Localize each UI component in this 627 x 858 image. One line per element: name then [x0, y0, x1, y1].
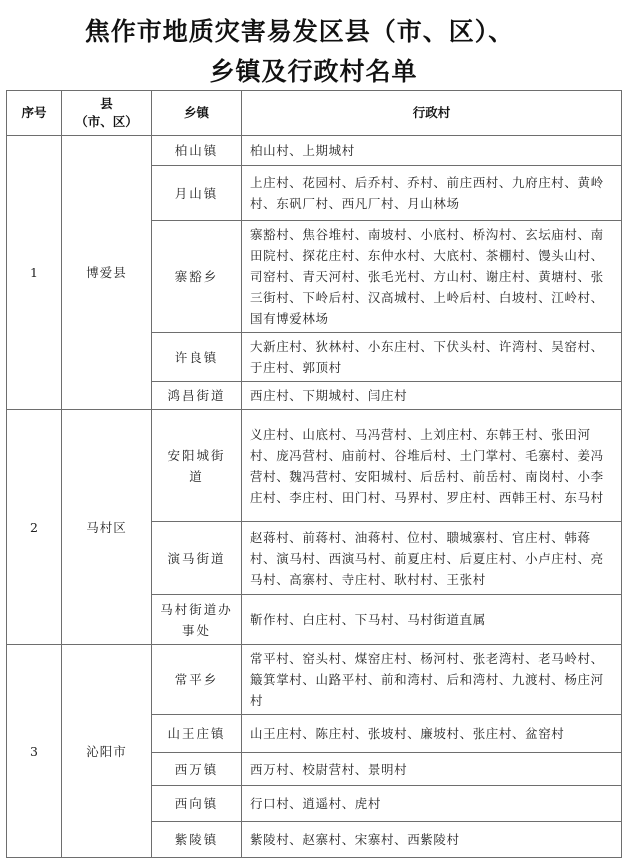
- group-index: 2: [7, 410, 62, 645]
- county-name: 博爱县: [62, 136, 152, 410]
- group-index: 3: [7, 645, 62, 858]
- county-name: 马村区: [62, 410, 152, 645]
- town-name: 许良镇: [152, 333, 242, 382]
- town-name: 柏山镇: [152, 136, 242, 166]
- village-list: 西万村、校尉营村、景明村: [242, 753, 622, 786]
- header-index: 序号: [7, 91, 62, 136]
- header-county-line2: （市、区）: [75, 114, 138, 129]
- village-list: 常平村、窑头村、煤窑庄村、杨河村、张老湾村、老马岭村、簸箕掌村、山路平村、前和湾村、后和湾村、九渡村、杨庄河村: [242, 645, 622, 715]
- village-list: 义庄村、山底村、马冯营村、上刘庄村、东韩王村、张田河村、庞冯营村、庙前村、谷堆后村、土门掌村、毛寨村、姜冯营村、魏冯营村、安阳城村、后岳村、前岳村、南岗村、小李庄村、李庄村、田门村、马界村、罗庄村、西韩王村、东马村: [242, 410, 622, 522]
- town-name: 演马街道: [152, 522, 242, 595]
- town-name: 西向镇: [152, 786, 242, 822]
- village-list: 靳作村、白庄村、下马村、马村街道直属: [242, 595, 622, 645]
- town-name: 鸿昌街道: [152, 382, 242, 410]
- village-list: 寨豁村、焦谷堆村、南坡村、小底村、桥沟村、玄坛庙村、南田院村、探花庄村、东仲水村、大底村、茶棚村、馒头山村、司窑村、青天河村、张毛光村、方山村、谢庄村、黄塘村、张三街村、下岭后村、汉高城村、上岭后村、白坡村、江岭村、国有博爱林场: [242, 221, 622, 333]
- town-name: 马村街道办事处: [152, 595, 242, 645]
- town-name: 月山镇: [152, 166, 242, 221]
- county-name: 沁阳市: [62, 645, 152, 858]
- town-name: 安阳城街道: [152, 410, 242, 522]
- group-index: 1: [7, 136, 62, 410]
- table-row: [7, 136, 622, 166]
- village-list: 紫陵村、赵寨村、宋寨村、西紫陵村: [242, 822, 622, 858]
- town-name: 常平乡: [152, 645, 242, 715]
- table-row: [7, 645, 622, 715]
- village-list: 大新庄村、狄林村、小东庄村、下伏头村、许湾村、吴窑村、于庄村、郭顶村: [242, 333, 622, 382]
- village-list-table: [6, 90, 622, 858]
- header-town: 乡镇: [152, 91, 242, 136]
- town-name: 寨豁乡: [152, 221, 242, 333]
- village-list: 山王庄村、陈庄村、张坡村、廉坡村、张庄村、盆窑村: [242, 715, 622, 753]
- table-row: [7, 410, 622, 522]
- village-list: 上庄村、花园村、后乔村、乔村、前庄西村、九府庄村、黄岭村、东矾厂村、西凡厂村、月山林场: [242, 166, 622, 221]
- village-list: 赵蒋村、前蒋村、油蒋村、位村、聩城寨村、官庄村、韩蒋村、演马村、西演马村、前夏庄村、后夏庄村、小卢庄村、亮马村、高寨村、寺庄村、耿村村、王张村: [242, 522, 622, 595]
- header-county-line1: 县: [100, 96, 113, 111]
- document-title-line1: 焦作市地质灾害易发区县（市、区）、: [84, 17, 515, 46]
- town-name: 西万镇: [152, 753, 242, 786]
- village-list: 柏山村、上期城村: [242, 136, 622, 166]
- village-list: 行口村、逍遥村、虎村: [242, 786, 622, 822]
- header-villages: 行政村: [242, 91, 622, 136]
- document-title-line2: 乡镇及行政村名单: [209, 57, 418, 86]
- town-name: 山王庄镇: [152, 715, 242, 753]
- village-list: 西庄村、下期城村、闫庄村: [242, 382, 622, 410]
- town-name: 紫陵镇: [152, 822, 242, 858]
- header-county: [62, 91, 152, 136]
- header-row: [7, 91, 622, 136]
